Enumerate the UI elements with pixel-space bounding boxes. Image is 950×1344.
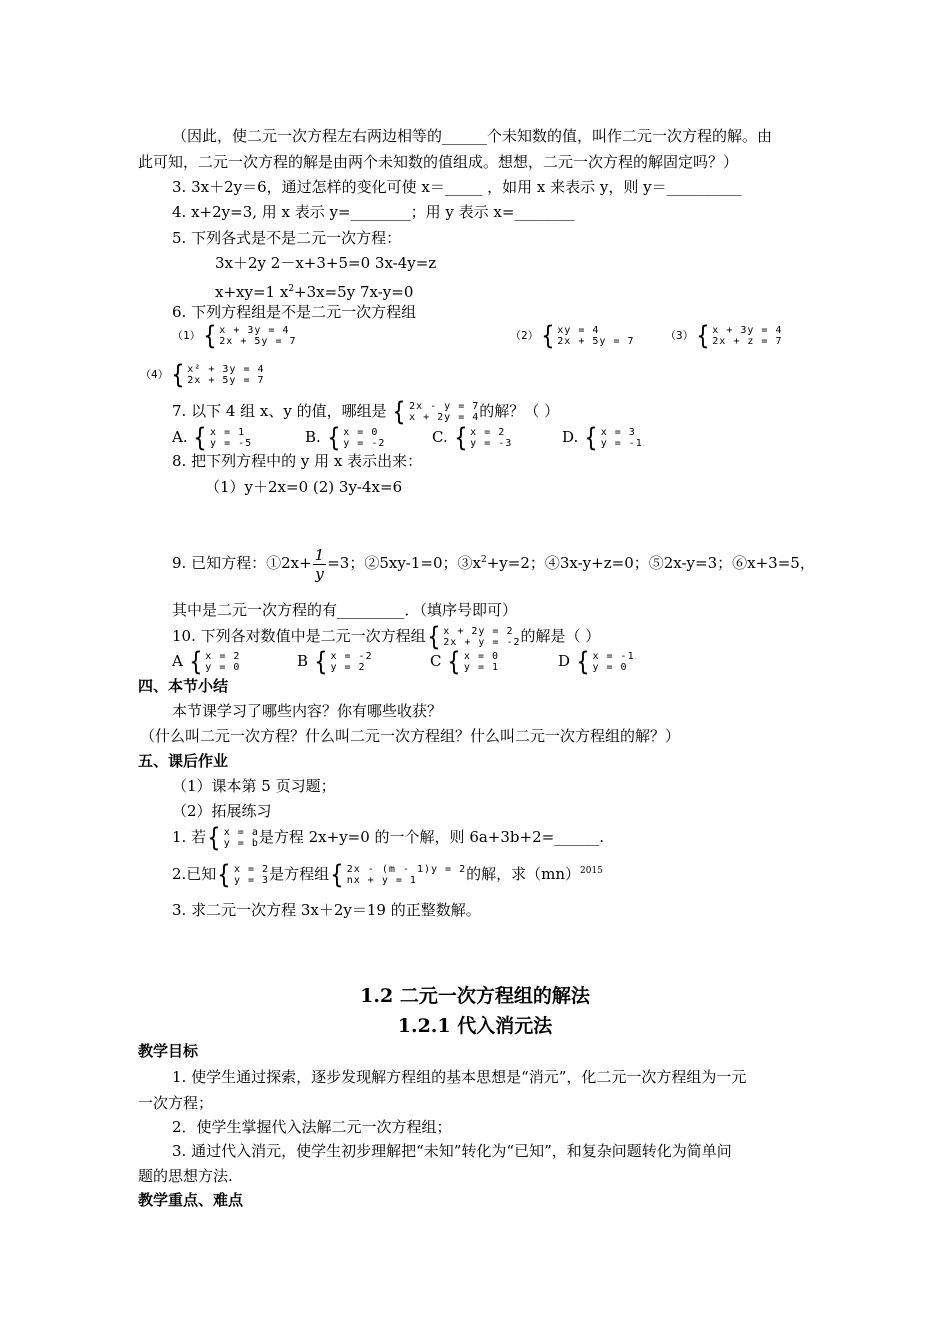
- sys-row: x = -2: [330, 651, 373, 662]
- sys-row: 2x + 5y = 7: [187, 375, 265, 386]
- question-9-cont: 其中是二元一次方程的有_________．（填序号即可）: [172, 601, 518, 619]
- sys-row: y = -2: [343, 438, 386, 449]
- sys-row: y = b: [223, 838, 259, 849]
- sys-row: x + 3y = 4: [219, 325, 290, 336]
- sys-row: 2x + 5y = 7: [557, 336, 635, 347]
- h2-text: 2.已知: [172, 865, 217, 883]
- brace-icon: {: [696, 321, 709, 351]
- section-title: 1.2 二元一次方程组的解法: [360, 985, 590, 1007]
- homework-1: （1）课本第 5 页习题；: [172, 777, 336, 795]
- sys-row: x + 2y = 2: [443, 626, 514, 637]
- option-label: C.: [432, 428, 448, 446]
- q10-text: 10. 下列各对数值中是二元一次方程组: [172, 627, 426, 645]
- q6-system-1: [172, 321, 297, 351]
- h1-text: 1. 若: [172, 828, 207, 846]
- brace-icon: {: [576, 647, 589, 677]
- sys-row: xy = 4: [557, 325, 600, 336]
- q7-text-end: 的解？（ ）: [479, 402, 560, 420]
- q9-sup: 2: [480, 555, 487, 565]
- q9-text-a: =3；②5xy-1=0；③x: [327, 554, 481, 572]
- brace-icon: {: [447, 647, 461, 677]
- goal-2: 2．使学生掌握代入法解二元一次方程组；: [172, 1118, 452, 1136]
- sys-row: x = 2: [470, 427, 506, 438]
- question-5-row-2: [215, 279, 413, 302]
- section-4-heading: 四、本节小结: [138, 677, 229, 695]
- sys-row: 2x - y = 7: [409, 401, 480, 412]
- q10-option-d: [558, 647, 635, 677]
- question-3: 3. 3x＋2y＝6，通过怎样的变化可使 x＝_____ ，如用 x 来表示 y，则 y＝__________: [172, 178, 742, 196]
- brace-icon: {: [541, 321, 554, 351]
- section-4-text: 本节课学习了哪些内容？你有哪些收获？: [172, 702, 443, 720]
- q6-system-3: [665, 321, 783, 351]
- question-6: 6. 下列方程组是不是二元一次方程组: [172, 303, 417, 321]
- extension-q3: 3. 求二元一次方程 3x＋2y＝19 的正整数解。: [172, 901, 481, 919]
- option-label: D.: [562, 428, 579, 446]
- brace-icon: {: [327, 423, 340, 453]
- q10-option-c: [430, 647, 500, 677]
- section-5-heading: 五、课后作业: [138, 752, 229, 770]
- goal-3-cont: 题的思想方法.: [138, 1167, 233, 1185]
- sys-row: 2x - (m - 1)y = 2: [346, 864, 467, 875]
- brace-icon: {: [392, 397, 406, 427]
- para-1: （因此，使二元一次方程左右两边相等的______个未知数的值，叫作二元一次方程的解。由: [172, 127, 773, 145]
- option-label: A: [172, 652, 183, 670]
- sys-row: x = a: [223, 827, 259, 838]
- sys-row: x = 2: [205, 651, 241, 662]
- brace-icon: {: [330, 860, 344, 890]
- sys-row: 2x + z = 7: [712, 336, 783, 347]
- q5b-post: +3x=5y 7x-y=0: [294, 283, 414, 301]
- sys-row: y = -5: [210, 438, 253, 449]
- option-label: A.: [172, 428, 188, 446]
- q7-option-d: [562, 423, 643, 453]
- denominator: y: [315, 564, 324, 583]
- q10-option-b: [297, 647, 373, 677]
- sys-row: y = 1: [463, 662, 500, 673]
- sys-row: y = 0: [205, 662, 241, 673]
- brace-icon: {: [584, 423, 598, 453]
- sys-row: y = 3: [233, 875, 270, 886]
- section-4-text-2: （什么叫二元一次方程？什么叫二元一次方程组？什么叫二元一次方程组的解？）: [140, 727, 681, 745]
- para-1-cont: 此可知，二元一次方程的解是由两个未知数的值组成。想想，二元一次方程的解固定吗？）: [138, 153, 739, 171]
- h2-text-mid: 是方程组: [269, 865, 330, 883]
- h1-text-end: 是方程 2x+y=0 的一个解，则 6a+3b+2=______.: [258, 828, 604, 846]
- sys-row: y = -3: [470, 438, 513, 449]
- q5b-sup: 2: [288, 284, 295, 294]
- question-10: [172, 622, 601, 652]
- brace-icon: {: [454, 423, 467, 453]
- sys-row: nx + y = 1: [346, 875, 417, 886]
- sys-label: （2）: [510, 329, 539, 342]
- q7-text: 7. 以下 4 组 x、y 的值，哪组是: [172, 402, 387, 420]
- sys-row: x² + 3y = 4: [187, 364, 265, 375]
- key-points-heading: 教学重点、难点: [138, 1191, 244, 1209]
- q7-option-b: [305, 423, 386, 453]
- q7-option-c: [432, 423, 513, 453]
- sys-row: y = 2: [330, 662, 366, 673]
- brace-icon: {: [189, 647, 202, 677]
- q9-text: 9. 已知方程：①2x+: [172, 554, 312, 572]
- q7-option-a: [172, 423, 253, 453]
- option-label: B: [297, 652, 309, 670]
- option-label: C: [430, 652, 442, 670]
- option-label: D: [558, 652, 571, 670]
- sys-row: x = 2: [233, 864, 270, 875]
- q10-text-end: 的解是（ ）: [520, 627, 601, 645]
- question-8-items: （1）y＋2x=0 (2) 3y-4x=6: [205, 478, 403, 496]
- sys-row: x = 0: [343, 427, 379, 438]
- extension-q2: [172, 860, 603, 890]
- brace-icon: {: [207, 823, 221, 853]
- q6-system-4: [140, 360, 265, 390]
- goal-1-cont: 一次方程；: [138, 1094, 214, 1112]
- sys-label: （1）: [172, 329, 201, 342]
- q9-text-b: +y=2；④3x-y+z=0；⑤2x-y=3；⑥x+3=5，: [486, 554, 815, 572]
- homework-2: （2）拓展练习: [172, 802, 272, 820]
- subsection-title: 1.2.1 代入消元法: [397, 1015, 553, 1037]
- question-9: [172, 540, 815, 583]
- sys-label: （4）: [140, 368, 169, 381]
- question-4: 4. x+2y=3, 用 x 表示 y=________；用 y 表示 x=________: [172, 203, 575, 221]
- sys-row: x + 3y = 4: [712, 325, 783, 336]
- sys-label: （3）: [665, 329, 694, 342]
- goals-heading: 教学目标: [138, 1042, 199, 1060]
- sys-row: y = -1: [600, 438, 643, 449]
- fraction: [313, 546, 327, 583]
- option-label: B.: [305, 428, 321, 446]
- brace-icon: {: [193, 423, 207, 453]
- sys-row: x + 2y = 4: [409, 412, 480, 423]
- question-8: 8. 把下列方程中的 y 用 x 表示出来：: [172, 452, 423, 470]
- brace-icon: {: [171, 360, 184, 390]
- brace-icon: {: [314, 647, 327, 677]
- sys-row: y = 0: [592, 662, 628, 673]
- h2-sup: 2015: [580, 866, 603, 876]
- goal-3: 3. 通过代入消元，使学生初步理解把“未知”转化为“已知”，和复杂问题转化为简单问: [172, 1142, 732, 1160]
- q10-option-a: [172, 647, 241, 677]
- numerator: 1: [314, 545, 325, 564]
- sys-row: x = -1: [592, 651, 635, 662]
- brace-icon: {: [217, 860, 231, 890]
- sys-row: 2x + y = -2: [443, 637, 521, 648]
- brace-icon: {: [427, 622, 440, 652]
- question-5-row-1: 3x＋2y 2－x+3+5=0 3x-4y=z: [215, 254, 437, 272]
- question-5: 5. 下列各式是不是二元一次方程：: [172, 229, 402, 247]
- question-7: [172, 397, 560, 427]
- sys-row: 2x + 5y = 7: [219, 336, 297, 347]
- h2-text-end: 的解，求（mn）: [466, 865, 580, 883]
- sys-row: x = 1: [210, 427, 246, 438]
- q5b-pre: x+xy=1 x: [215, 283, 289, 301]
- brace-icon: {: [203, 321, 216, 351]
- sys-row: x = 3: [600, 427, 636, 438]
- extension-q1: [172, 823, 604, 853]
- sys-row: x = 0: [463, 651, 500, 662]
- goal-1: 1. 使学生通过探索，逐步发现解方程组的基本思想是“消元”，化二元一次方程组为一元: [172, 1068, 747, 1086]
- q6-system-2: [510, 321, 635, 351]
